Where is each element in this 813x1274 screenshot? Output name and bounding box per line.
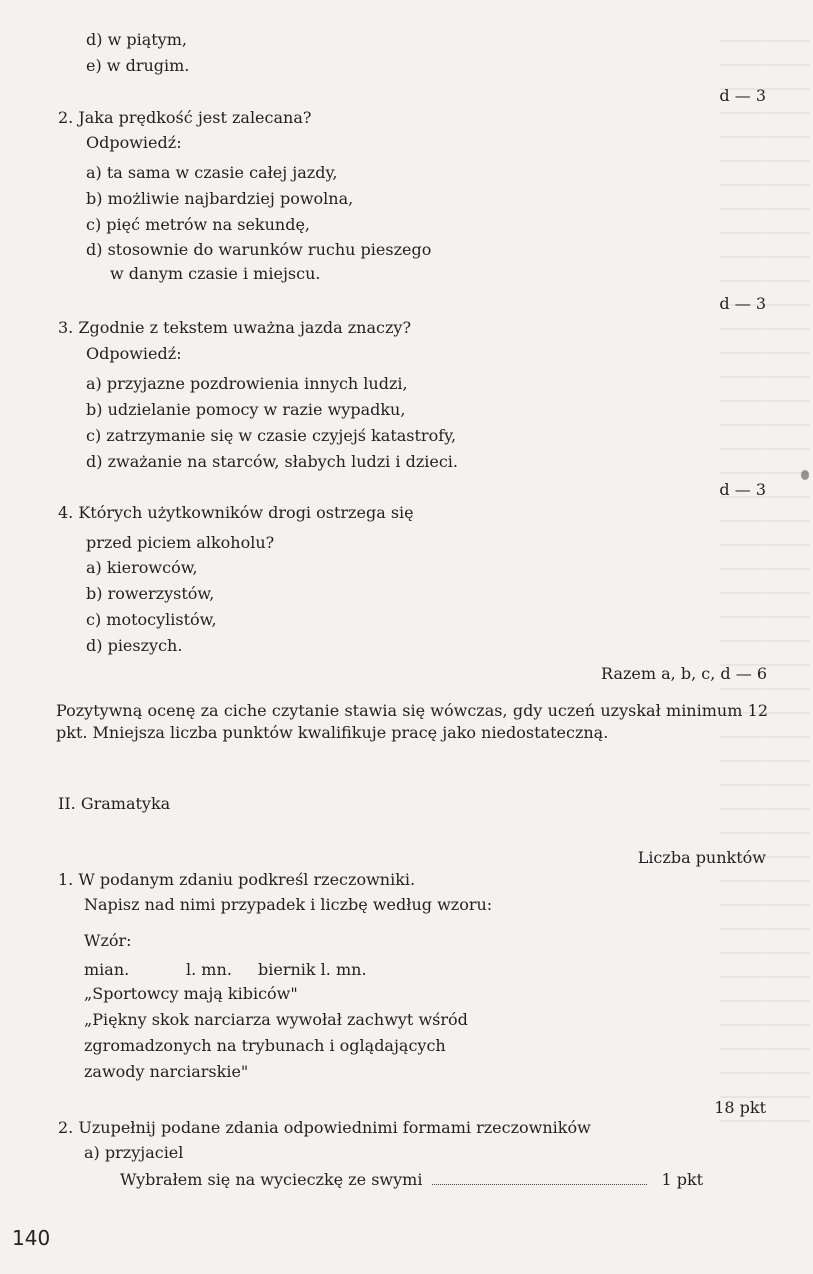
g1-sentence-line-3: zawody narciarskie" [84,1062,249,1081]
page-number: 140 [12,1226,51,1250]
q1-option-e: e) w drugim. [86,56,190,75]
q4-option-c: c) motocylistów, [86,610,217,629]
g2-task: 2. Uzupełnij podane zdania odpowiednimi formami rzeczowników [58,1118,591,1137]
q2-option-d: d) stosownie do warunków ruchu pieszego [86,240,432,259]
q2-answer-label: Odpowiedź: [86,133,182,152]
q2-option-d-cont: w danym czasie i miejscu. [110,264,321,283]
q3-score: d — 3 [719,480,766,499]
q3-option-a: a) przyjazne pozdrowienia innych ludzi, [86,374,408,393]
points-header: Liczba punktów [637,848,766,867]
q4-question-cont: przed piciem alkoholu? [86,533,275,552]
g1-example: „Sportowcy mają kibiców" [84,984,298,1003]
g1-pattern-case-2: l. mn. [186,960,232,979]
q4-total: Razem a, b, c, d — 6 [601,664,767,683]
g1-task-cont: Napisz nad nimi przypadek i liczbę według wzoru: [84,895,493,914]
bleed-through-text [720,40,810,1140]
g1-sentence-line-1: „Piękny skok narciarza wywołał zachwyt wśród [84,1010,468,1029]
q2-score: d — 3 [719,294,766,313]
assessment-paragraph: Pozytywną ocenę za ciche czytanie stawia się wówczas, gdy uczeń uzyskał minimum 12 pkt. Mniejsza liczba punktów kwalifikuje pracę jako niedostateczną. [56,701,768,742]
q3-option-c: c) zatrzymanie się w czasie czyjejś katastrofy, [86,426,457,445]
q2-option-b: b) możliwie najbardziej powolna, [86,189,354,208]
g1-points: 18 pkt [714,1098,766,1117]
g1-pattern-case-1: mian. [84,960,130,979]
q1-score: d — 3 [719,86,766,105]
q4-option-d: d) pieszych. [86,636,183,655]
g2-points: 1 pkt [661,1170,704,1189]
q2-option-a: a) ta sama w czasie całej jazdy, [86,163,338,182]
section-heading: II. Gramatyka [58,794,171,813]
q3-option-d: d) zważanie na starców, słabych ludzi i dzieci. [86,452,458,471]
q2-question: 2. Jaka prędkość jest zalecana? [58,108,312,127]
g1-pattern-label: Wzór: [84,931,132,950]
g2-sentence-line [120,1170,703,1190]
fill-in-blank[interactable] [432,1172,647,1185]
q3-option-b: b) udzielanie pomocy w razie wypadku, [86,400,406,419]
g2-sentence: Wybrałem się na wycieczkę ze swymi [120,1170,423,1189]
page-speck [801,470,809,480]
q1-option-d: d) w piątym, [86,30,187,49]
q3-answer-label: Odpowiedź: [86,344,182,363]
q4-option-b: b) rowerzystów, [86,584,215,603]
g1-sentence-line-2: zgromadzonych na trybunach i oglądających [84,1036,446,1055]
q2-option-c: c) pięć metrów na sekundę, [86,215,311,234]
g1-pattern-case-3: biernik l. mn. [258,960,367,979]
q3-question: 3. Zgodnie z tekstem uważna jazda znaczy? [58,318,412,337]
q4-question: 4. Których użytkowników drogi ostrzega się [58,503,414,522]
g2-option-a: a) przyjaciel [84,1143,184,1162]
g1-task: 1. W podanym zdaniu podkreśl rzeczowniki. [58,870,416,889]
q4-option-a: a) kierowców, [86,558,198,577]
